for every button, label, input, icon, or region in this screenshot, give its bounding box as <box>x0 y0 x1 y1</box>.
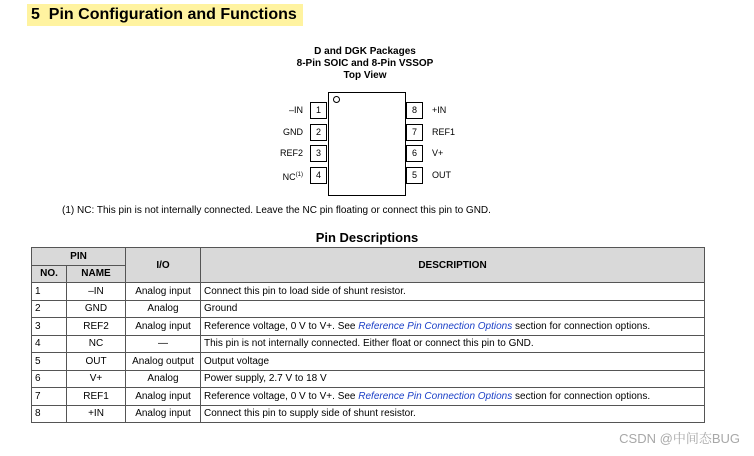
cell-description: Connect this pin to supply side of shunt resistor. <box>201 405 705 423</box>
cell-io: Analog <box>126 370 201 388</box>
cell-io: — <box>126 335 201 353</box>
pin-box-7: 7 <box>406 124 423 141</box>
footnote-text: NC: This pin is not internally connected. Leave the NC pin floating or connect this pin to GND. <box>77 205 491 216</box>
reference-pin-link[interactable]: Reference Pin Connection Options <box>358 390 513 402</box>
desc-text: Reference voltage, 0 V to V+. See <box>204 320 359 332</box>
cell-name: REF2 <box>67 318 126 336</box>
cell-io: Analog input <box>126 388 201 406</box>
pin-label-4 <box>253 168 303 185</box>
desc-text: section for connection options. <box>512 390 651 402</box>
cell-io: Analog output <box>126 353 201 371</box>
pin-label-8: +IN <box>432 105 447 115</box>
table-row <box>32 388 705 406</box>
package-title-line1: D and DGK Packages <box>314 46 416 57</box>
package-title-line2: 8-Pin SOIC and 8-Pin VSSOP <box>296 58 434 69</box>
watermark-text: CSDN @中间态BUG <box>619 431 740 446</box>
pin-box-2: 2 <box>310 124 327 141</box>
cell-io: Analog input <box>126 405 201 423</box>
header-description: DESCRIPTION <box>201 248 705 283</box>
table-title: Pin Descriptions <box>315 230 419 245</box>
pin-label-6: V+ <box>432 148 444 158</box>
cell-description: Ground <box>201 300 705 318</box>
cell-no: 5 <box>32 353 67 371</box>
header-io: I/O <box>126 248 201 283</box>
cell-description <box>201 388 705 406</box>
cell-no: 1 <box>32 283 67 301</box>
pin-box-4: 4 <box>310 167 327 184</box>
cell-description: Connect this pin to load side of shunt resistor. <box>201 283 705 301</box>
cell-description: Output voltage <box>201 353 705 371</box>
chip-outline <box>328 92 406 196</box>
table-row <box>32 353 705 371</box>
cell-io: Analog input <box>126 318 201 336</box>
cell-name: GND <box>67 300 126 318</box>
cell-no: 7 <box>32 388 67 406</box>
pin-label-5: OUT <box>432 170 451 180</box>
cell-name: +IN <box>67 405 126 423</box>
table-header-row-1 <box>32 248 705 266</box>
section-heading <box>27 4 303 26</box>
footnote <box>62 204 491 218</box>
desc-text: Reference voltage, 0 V to V+. See <box>204 390 359 402</box>
pin1-marker-dot <box>333 96 340 103</box>
cell-description: Power supply, 2.7 V to 18 V <box>201 370 705 388</box>
pin-box-8: 8 <box>406 102 423 119</box>
pin-label-7: REF1 <box>432 127 456 137</box>
table-row <box>32 405 705 423</box>
reference-pin-link[interactable]: Reference Pin Connection Options <box>358 320 513 332</box>
section-number: 5 <box>31 6 40 23</box>
cell-no: 8 <box>32 405 67 423</box>
package-title-line3: Top View <box>343 70 387 81</box>
pin-label-2: GND <box>283 127 303 137</box>
pin-box-5: 5 <box>406 167 423 184</box>
footnote-marker: (1) <box>62 205 75 216</box>
cell-io: Analog <box>126 300 201 318</box>
cell-name: –IN <box>67 283 126 301</box>
pin-label-4-name: NC <box>282 172 296 182</box>
cell-no: 3 <box>32 318 67 336</box>
cell-io: Analog input <box>126 283 201 301</box>
cell-no: 4 <box>32 335 67 353</box>
desc-text: section for connection options. <box>512 320 651 332</box>
cell-description <box>201 318 705 336</box>
table-row <box>32 318 705 336</box>
pin-box-6: 6 <box>406 145 423 162</box>
table-row <box>32 283 705 301</box>
table-row <box>32 370 705 388</box>
section-title: Pin Configuration and Functions <box>48 6 297 23</box>
pin-box-3: 3 <box>310 145 327 162</box>
table-row <box>32 300 705 318</box>
pin-label-1: –IN <box>288 105 303 115</box>
cell-description: This pin is not internally connected. Either float or connect this pin to GND. <box>201 335 705 353</box>
cell-name: OUT <box>67 353 126 371</box>
footnote-ref: (1) <box>295 172 303 178</box>
cell-name: V+ <box>67 370 126 388</box>
header-no: NO. <box>32 265 67 283</box>
cell-name: REF1 <box>67 388 126 406</box>
table-row <box>32 335 705 353</box>
header-name: NAME <box>67 265 126 283</box>
pin-description-table <box>31 247 705 423</box>
cell-no: 6 <box>32 370 67 388</box>
pin-label-3: REF2 <box>279 148 303 158</box>
cell-name: NC <box>67 335 126 353</box>
cell-no: 2 <box>32 300 67 318</box>
pin-box-1: 1 <box>310 102 327 119</box>
header-pin: PIN <box>32 248 126 266</box>
